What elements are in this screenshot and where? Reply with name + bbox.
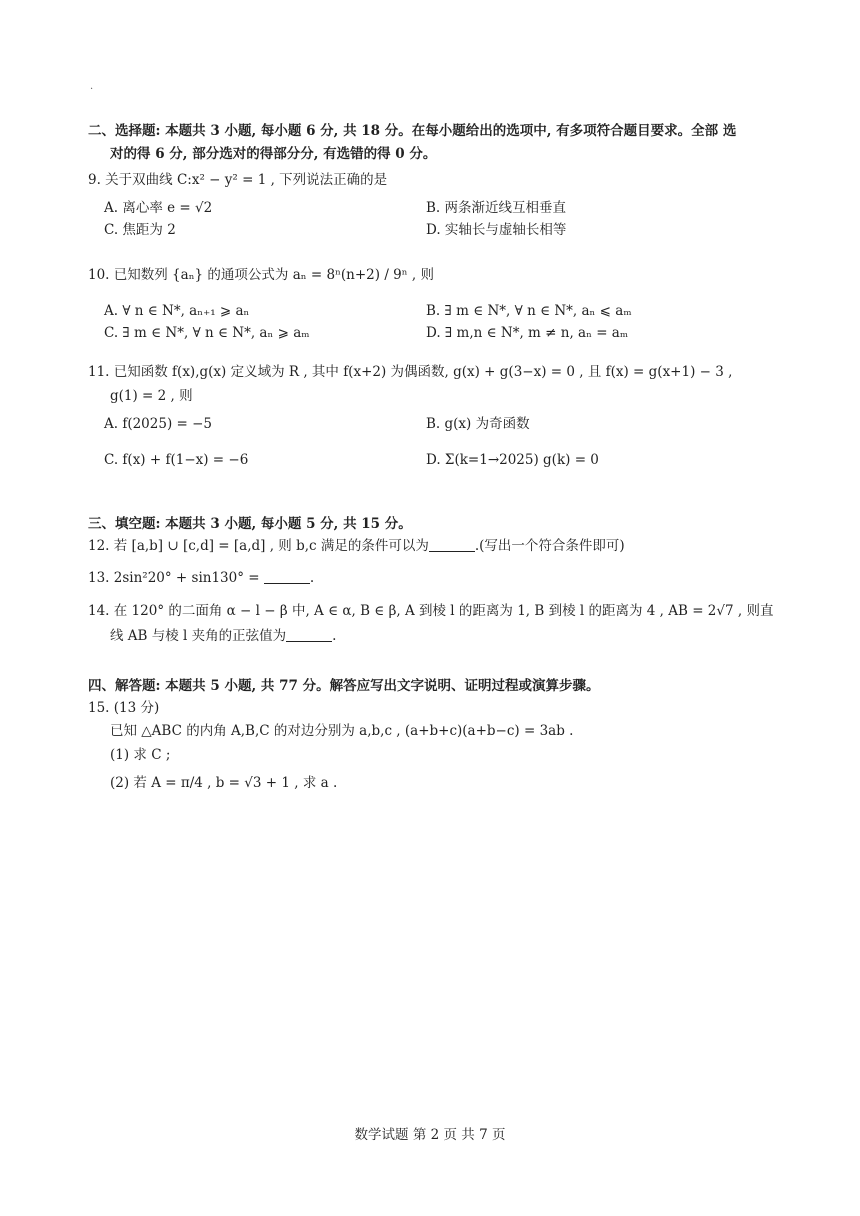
q9-stem: 9. 关于双曲线 C:x² − y² = 1 , 下列说法正确的是 <box>88 172 388 188</box>
q10-option-b: B. ∃ m ∈ N*, ∀ n ∈ N*, aₙ ⩽ aₘ <box>426 303 632 319</box>
q14-tail: . <box>332 628 337 644</box>
section4-title: 四、解答题: 本题共 5 小题, 共 77 分。解答应写出文字说明、证明过程或演算步骤。 <box>88 678 600 694</box>
q11-option-b: B. g(x) 为奇函数 <box>426 416 530 432</box>
q11-option-a: A. f(2025) = −5 <box>104 416 213 432</box>
q12-text: 12. 若 [a,b] ∪ [c,d] = [a,d] , 则 b,c 满足的条件可以为 <box>88 538 429 554</box>
q12 <box>88 535 788 557</box>
q14-answer-blank <box>286 627 332 642</box>
section3-title: 三、填空题: 本题共 3 小题, 每小题 5 分, 共 15 分。 <box>88 516 412 532</box>
q12-answer-blank <box>429 537 475 552</box>
q13-answer-blank <box>264 569 310 584</box>
q10-option-a: A. ∀ n ∈ N*, aₙ₊₁ ⩾ aₙ <box>104 303 250 319</box>
q14-line2-wrap <box>88 625 810 647</box>
q15-part1: (1) 求 C ; <box>110 747 171 763</box>
q9-options <box>104 197 784 241</box>
q11-option-d: D. Σ(k=1→2025) g(k) = 0 <box>426 452 599 468</box>
q10-option-c: C. ∃ m ∈ N*, ∀ n ∈ N*, aₙ ⩾ aₘ <box>104 325 310 341</box>
q11-stem-line2: g(1) = 2 , 则 <box>110 388 193 404</box>
q9-option-a: A. 离心率 e = √2 <box>104 200 213 216</box>
q10-option-d: D. ∃ m,n ∈ N*, m ≠ n, aₙ = aₘ <box>426 325 629 341</box>
q10-options <box>104 300 784 344</box>
section2-title-line1: 二、选择题: 本题共 3 小题, 每小题 6 分, 共 18 分。在每小题给出的选项中, 有多项符合题目要求。全部 选 <box>88 123 737 139</box>
q11-stem-line1: 11. 已知函数 f(x),g(x) 定义域为 R , 其中 f(x+2) 为偶函数, g(x) + g(3−x) = 0 , 且 f(x) = g(x+1) − 3 , <box>88 364 733 380</box>
q15-header: 15. (13 分) <box>88 700 160 716</box>
q13-text: 13. 2sin²20° + sin130° = <box>88 570 260 586</box>
q9-option-d: D. 实轴长与虚轴长相等 <box>426 222 567 238</box>
q14-line1: 14. 在 120° 的二面角 α − l − β 中, A ∈ α, B ∈ β, A 到棱 l 的距离为 1, B 到棱 l 的距离为 4 , AB = 2√7 , 则直 <box>88 603 774 619</box>
q15-stem: 已知 △ABC 的内角 A,B,C 的对边分别为 a,b,c , (a+b+c)(a+b−c) = 3ab . <box>110 723 574 739</box>
top-mark: · <box>90 84 94 95</box>
q9-option-b: B. 两条渐近线互相垂直 <box>426 200 567 216</box>
q13 <box>88 567 788 589</box>
q15-part2: (2) 若 A = π/4 , b = √3 + 1 , 求 a . <box>110 775 338 791</box>
q11-option-c: C. f(x) + f(1−x) = −6 <box>104 452 249 468</box>
q12-tail: .(写出一个符合条件即可) <box>474 538 625 554</box>
q10-stem: 10. 已知数列 {aₙ} 的通项公式为 aₙ = 8ⁿ(n+2) / 9ⁿ , 则 <box>88 267 434 283</box>
q9-option-c: C. 焦距为 2 <box>104 222 176 238</box>
page-footer: 数学试题 第 2 页 共 7 页 <box>354 1127 506 1143</box>
q11-options <box>104 413 784 471</box>
q13-tail: . <box>309 570 315 586</box>
q14-line2: 线 AB 与棱 l 夹角的正弦值为 <box>110 628 287 644</box>
section2-title-line2: 对的得 6 分, 部分选对的得部分分, 有选错的得 0 分。 <box>110 146 437 162</box>
